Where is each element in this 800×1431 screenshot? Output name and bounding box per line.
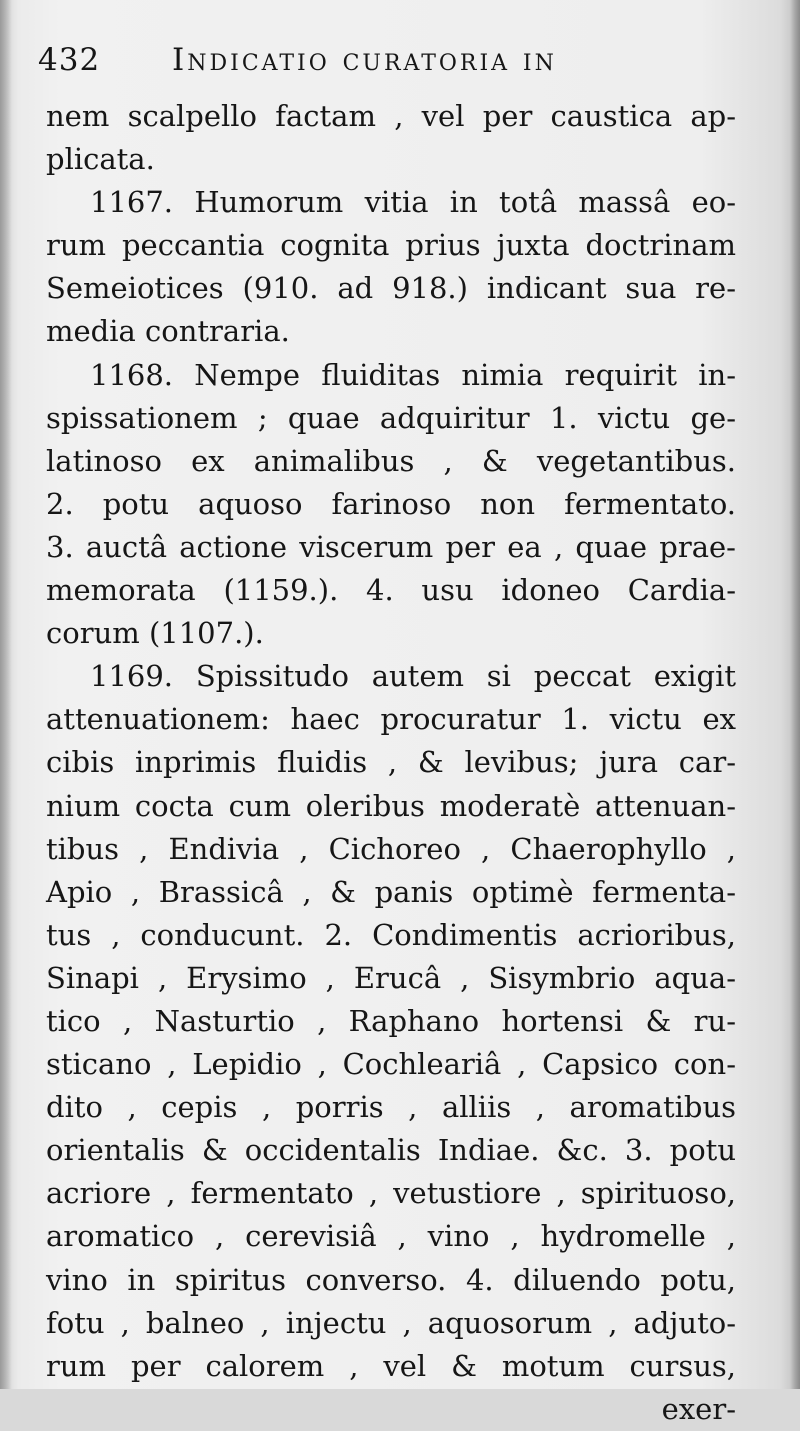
text-line: plicata.: [46, 142, 155, 177]
text-line: spissationem ; quae adquiritur 1. victu ge-: [46, 400, 736, 435]
paragraph-1167-first-line: 1167. Humorum vitia in totâ massâ eo-: [90, 185, 736, 220]
text-line: Apio , Brassicâ , & panis optimè fermenta-: [46, 874, 736, 909]
body-text: [46, 95, 736, 1431]
text-line: dito , cepis , porris , alliis , aromatibus: [46, 1090, 736, 1125]
page-header: [38, 42, 738, 86]
text-line: memorata (1159.). 4. usu idoneo Cardia-: [46, 573, 736, 608]
text-line: attenuationem: haec procuratur 1. victu ex: [46, 702, 736, 737]
text-line: acriore , fermentato , vetustiore , spirituoso,: [46, 1176, 736, 1211]
text-line: orientalis & occidentalis Indiae. &c. 3. potu: [46, 1133, 736, 1168]
text-line: media contraria.: [46, 314, 290, 349]
text-line: cibis inprimis fluidis , & levibus; jura car-: [46, 745, 736, 780]
page-number: 432: [38, 42, 101, 78]
text-line: 2. potu aquoso farinoso non fermentato.: [46, 486, 736, 521]
text-line: tibus , Endivia , Cichoreo , Chaerophyllo ,: [46, 831, 736, 866]
spine-shadow: [0, 0, 12, 1389]
text-line: rum per calorem , vel & motum cursus,: [46, 1348, 736, 1383]
page-edge-shadow: [790, 0, 800, 1389]
paragraph-1169-first-line: 1169. Spissitudo autem si peccat exigit: [90, 659, 736, 694]
text-line: fotu , balneo , injectu , aquosorum , adjuto-: [46, 1305, 736, 1340]
text-line: latinoso ex animalibus , & vegetantibus.: [46, 443, 736, 478]
text-line: Sinapi , Erysimo , Erucâ , Sisymbrio aqua-: [46, 960, 736, 995]
running-head: Indicatio curatoria in: [172, 42, 557, 78]
text-line: aromatico , cerevisiâ , vino , hydromelle ,: [46, 1219, 736, 1254]
text-line: 3. auctâ actione viscerum per ea , quae prae-: [46, 529, 736, 564]
text-line: nem scalpello factam , vel per caustica ap-: [46, 99, 736, 133]
text-line: sticano , Lepidio , Cochleariâ , Capsico con-: [46, 1047, 736, 1082]
text-line: Semeiotices (910. ad 918.) indicant sua re-: [46, 271, 736, 306]
text-line: rum peccantia cognita prius juxta doctrinam: [46, 228, 736, 263]
text-line: nium cocta cum oleribus moderatè attenuan-: [46, 788, 736, 823]
paragraph-1168-first-line: 1168. Nempe fluiditas nimia requirit in-: [90, 357, 736, 392]
text-line: corum (1107.).: [46, 616, 264, 651]
text-line: tus , conducunt. 2. Condimentis acrioribus,: [46, 917, 736, 952]
catchword: exer-: [661, 1391, 736, 1426]
text-line: tico , Nasturtio , Raphano hortensi & ru-: [46, 1003, 736, 1038]
text-line: vino in spiritus converso. 4. diluendo potu,: [46, 1262, 736, 1297]
